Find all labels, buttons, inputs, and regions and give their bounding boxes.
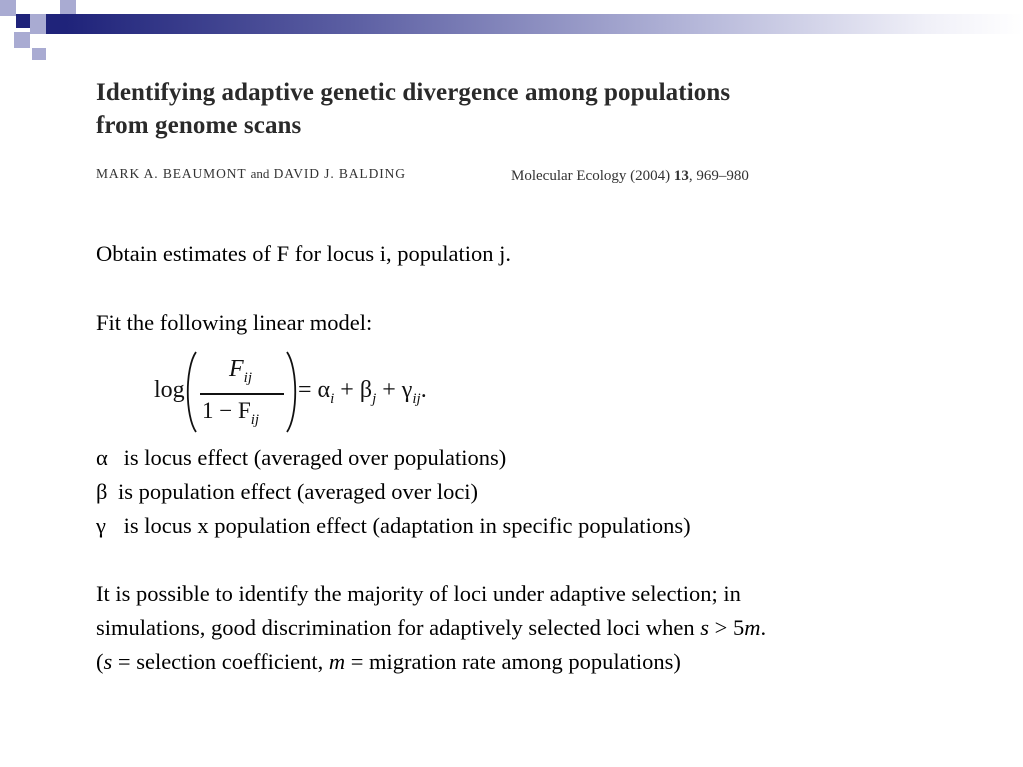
- paper-title-line1: Identifying adaptive genetic divergence among populations: [96, 79, 731, 106]
- gamma-term: γ: [401, 377, 413, 403]
- beta-definition: [96, 478, 478, 506]
- beta-symbol: β: [96, 479, 108, 504]
- alpha-symbol: α: [96, 445, 108, 470]
- left-paren-icon: [183, 350, 199, 434]
- linear-model-equation: [150, 350, 470, 440]
- paragraph-line-2: [96, 614, 766, 642]
- beta-term: β: [359, 377, 373, 403]
- alpha-definition: [96, 444, 506, 472]
- para3-s: s: [103, 649, 113, 674]
- paper-title: [96, 76, 876, 142]
- para2-s: s: [700, 615, 710, 640]
- gamma-symbol: γ: [96, 513, 106, 538]
- fraction-bar: [200, 393, 284, 395]
- corner-square: [60, 0, 76, 14]
- corner-square: [16, 14, 30, 28]
- body-line-fit-model: Fit the following linear model:: [96, 310, 373, 335]
- corner-square: [14, 32, 30, 48]
- plus-sign: +: [376, 377, 402, 403]
- journal-volume: 13: [673, 168, 689, 184]
- gamma-definition: [96, 512, 691, 540]
- equation-rhs: [298, 377, 427, 407]
- gamma-text: is locus x population effect (adaptation in specific populations): [118, 513, 691, 538]
- denominator-sub: ij: [250, 412, 260, 428]
- para2-text: simulations, good discrimination for adaptively selected loci when: [96, 615, 701, 640]
- equation-log: log: [154, 377, 185, 403]
- para3-open: (: [96, 649, 104, 674]
- equation-denominator: [202, 398, 260, 428]
- gamma-sub: ij: [412, 391, 421, 407]
- beta-sub: j: [372, 391, 377, 407]
- para3-text-b: = migration rate among populations): [345, 649, 681, 674]
- journal-name: Molecular Ecology (2004): [511, 168, 671, 184]
- corner-square: [0, 0, 16, 16]
- author-1: MARK A. BEAUMONT: [96, 166, 247, 181]
- para3-text-a: = selection coefficient,: [112, 649, 329, 674]
- paper-authors: [96, 166, 406, 182]
- numerator-sub: ij: [243, 370, 253, 386]
- equation-period: .: [420, 377, 427, 403]
- corner-square: [30, 14, 46, 34]
- numerator-var: F: [229, 356, 244, 382]
- equals-sign: =: [298, 377, 318, 403]
- equation-numerator: [229, 356, 253, 386]
- denominator-prefix: 1 − F: [202, 398, 251, 423]
- paper-title-line2: from genome scans: [96, 112, 302, 139]
- plus-sign: +: [334, 377, 360, 403]
- corner-square: [32, 48, 46, 60]
- author-2: DAVID J. BALDING: [273, 166, 406, 181]
- para2-m: m: [744, 615, 761, 640]
- author-and: and: [250, 166, 270, 181]
- header-gradient-bar: [66, 14, 1023, 34]
- para3-m: m: [328, 649, 346, 674]
- corner-square: [46, 14, 66, 34]
- paragraph-line-3: [96, 648, 681, 676]
- body-line-estimates: Obtain estimates of F for locus i, population j.: [96, 241, 511, 266]
- paragraph-line-1: It is possible to identify the majority of loci under adaptive selection; in: [96, 581, 741, 606]
- paper-journal: [511, 168, 749, 185]
- beta-text: is population effect (averaged over loci): [118, 479, 479, 504]
- para2-end: .: [760, 615, 767, 640]
- alpha-term: α: [317, 377, 331, 403]
- journal-pages: , 969–980: [688, 168, 749, 184]
- para2-gt: > 5: [709, 615, 745, 640]
- alpha-sub: i: [330, 391, 335, 407]
- alpha-text: is locus effect (averaged over populations): [118, 445, 507, 470]
